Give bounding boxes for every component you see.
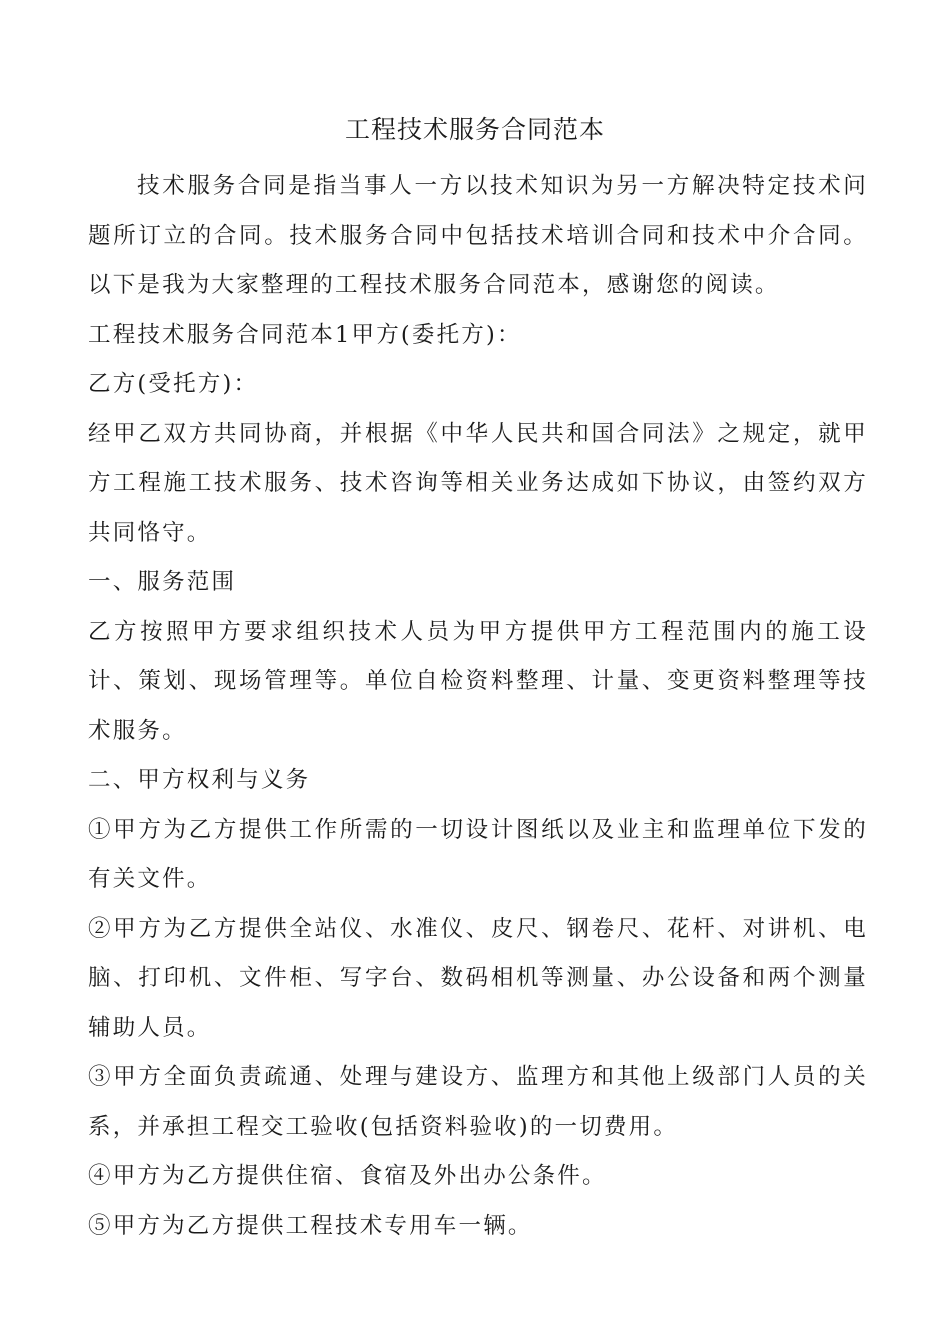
document-body <box>88 162 868 1251</box>
clause-item-1: ①甲方为乙方提供工作所需的一切设计图纸以及业主和监理单位下发的有关文件。 <box>88 816 868 892</box>
agreement-paragraph: 经甲乙双方共同协商，并根据《中华人民共和国合同法》之规定，就甲方工程施工技术服务、技术咨询等相关业务达成如下协议，由签约双方共同恪守。 <box>88 420 868 546</box>
scope-paragraph: 乙方按照甲方要求组织技术人员为甲方提供甲方工程范围内的施工设计、策划、现场管理等。单位自检资料整理、计量、变更资料整理等技术服务。 <box>88 618 868 744</box>
clause-item-3: ③甲方全面负责疏通、处理与建设方、监理方和其他上级部门人员的关系，并承担工程交工验收(包括资料验收)的一切费用。 <box>88 1064 868 1140</box>
clause-item-2: ②甲方为乙方提供全站仪、水准仪、皮尺、钢卷尺、花杆、对讲机、电脑、打印机、文件柜、写字台、数码相机等测量、办公设备和两个测量辅助人员。 <box>88 915 868 1041</box>
section-heading-party-a: 二、甲方权利与义务 <box>88 767 311 793</box>
party-b-line: 乙方(受托方)： <box>88 371 259 397</box>
section-heading-scope: 一、服务范围 <box>88 569 237 595</box>
intro-paragraph: 技术服务合同是指当事人一方以技术知识为另一方解决特定技术问题所订立的合同。技术服务合同中包括技术培训合同和技术中介合同。以下是我为大家整理的工程技术服务合同范本，感谢您的阅读。 <box>88 173 868 298</box>
clause-item-5: ⑤甲方为乙方提供工程技术专用车一辆。 <box>88 1212 533 1239</box>
clause-item-4: ④甲方为乙方提供住宿、食宿及外出办公条件。 <box>88 1163 607 1189</box>
document-title: 工程技术服务合同范本 <box>344 115 605 144</box>
party-a-line: 工程技术服务合同范本1甲方(委托方)： <box>88 321 522 348</box>
